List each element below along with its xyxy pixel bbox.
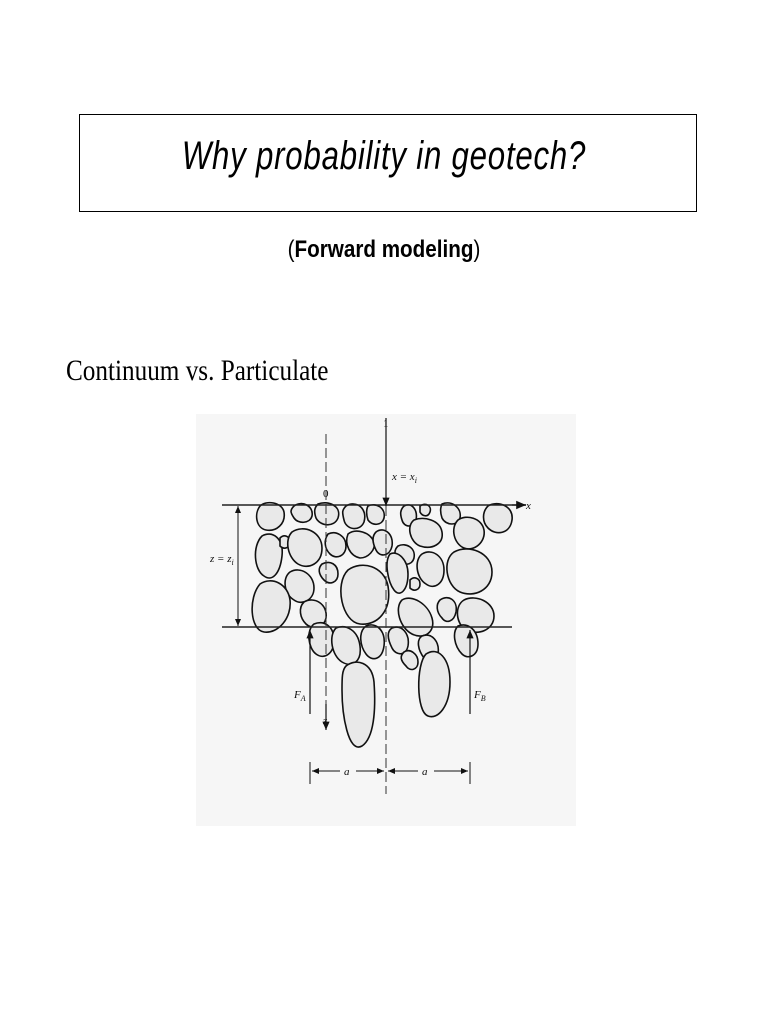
x-eq-label: $x = x_i$ [392, 471, 417, 485]
subtitle-text: Forward modeling [294, 236, 474, 263]
grain [341, 565, 389, 624]
grain [309, 623, 334, 657]
particulate-figure [196, 414, 576, 826]
grain [257, 503, 285, 531]
grain [419, 652, 450, 717]
particulate-diagram [196, 414, 576, 826]
x-axis-label: x [526, 500, 531, 512]
slide-title: Why probability in geotech? [181, 134, 587, 178]
slide-subtitle [54, 236, 714, 264]
grain [410, 578, 420, 590]
grain [315, 503, 339, 525]
grain [291, 504, 312, 523]
grain [288, 529, 322, 566]
grain [367, 505, 385, 525]
grain [484, 504, 513, 533]
load-number-label: 1 [383, 418, 389, 430]
subtitle-close-paren: ) [473, 236, 481, 263]
grain [410, 519, 442, 548]
grain [447, 549, 492, 594]
section-label: Continuum vs. Particulate [66, 354, 329, 387]
a-left-label: a [344, 766, 350, 778]
grain [373, 530, 392, 555]
grain [420, 504, 430, 515]
grain [325, 533, 346, 557]
grain [343, 504, 365, 529]
a-right-label: a [422, 766, 428, 778]
fa-label: $F_A$ [294, 689, 306, 703]
grain [255, 534, 282, 578]
grain [454, 517, 484, 549]
fb-label: $F_B$ [474, 689, 486, 703]
z-eq-label: $z = z_i$ [210, 553, 234, 567]
subtitle-open-paren: ( [287, 236, 295, 263]
origin-label: 0 [323, 488, 329, 500]
z-axis-label: z [323, 715, 328, 727]
